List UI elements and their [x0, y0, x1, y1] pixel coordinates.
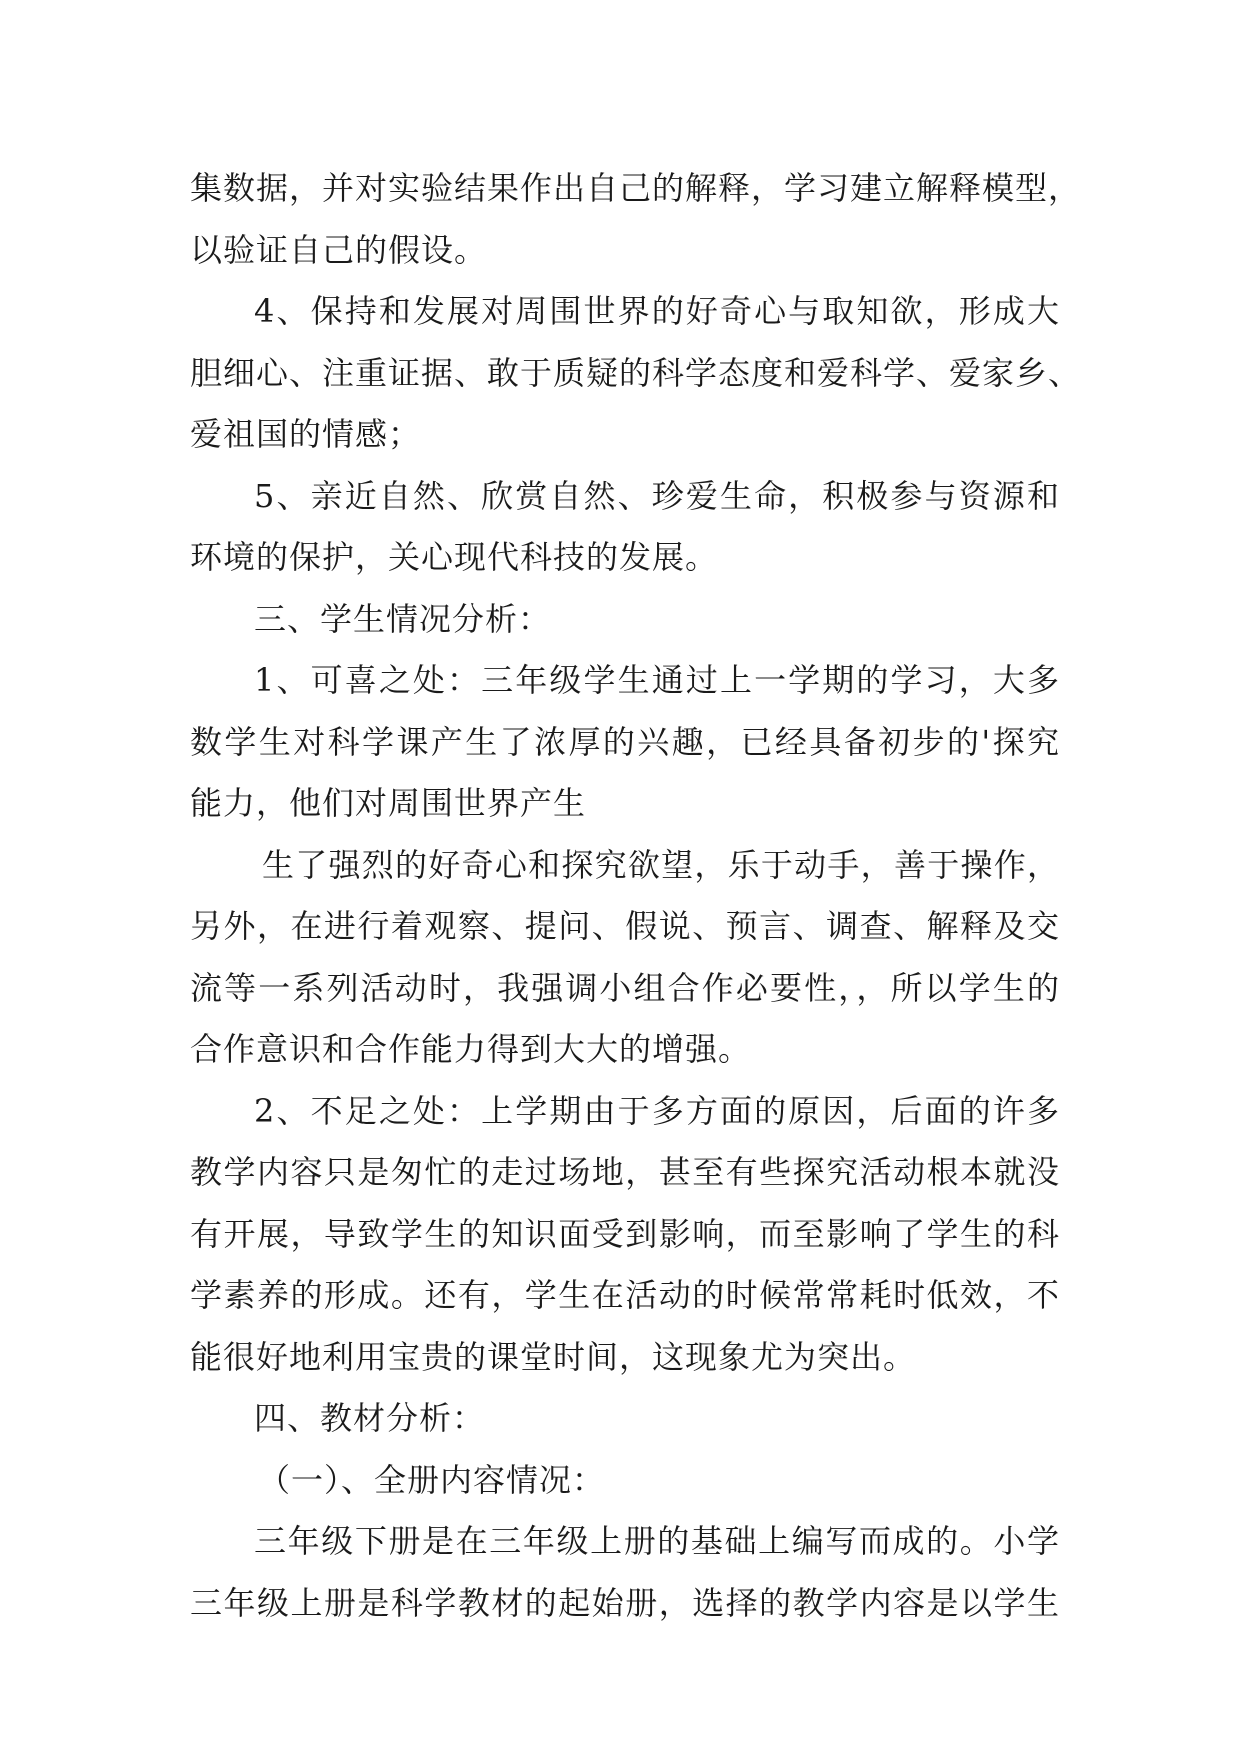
text-line: 三年级下册是在三年级上册的基础上编写而成的。小学 [254, 1522, 1060, 1560]
text-line: 学素养的形成。还有，学生在活动的时候常常耗时低效，不 [190, 1276, 1060, 1314]
text-line: 教学内容只是匆忙的走过场地，甚至有些探究活动根本就没 [190, 1153, 1060, 1191]
text-line: 数学生对科学课产生了浓厚的兴趣，已经具备初步的'探究 [190, 722, 1060, 761]
subsection-heading: （一）、全册内容情况： [258, 1460, 606, 1499]
text-line: 5、亲近自然、欣赏自然、珍爱生命，积极参与资源和 [254, 476, 1060, 515]
text-line: 另外，在进行着观察、提问、假说、预言、调查、解释及交 [190, 907, 1060, 945]
text-line: 环境的保护，关心现代科技的发展。 [190, 538, 719, 576]
document-body [190, 158, 1082, 1634]
text-line: 1、可喜之处：三年级学生通过上一学期的学习，大多 [254, 661, 1060, 699]
text-line: 2、不足之处：上学期由于多方面的原因，后面的许多 [254, 1091, 1060, 1130]
text-line: 集数据，并对实验结果作出自己的解释，学习建立解释模型， [190, 169, 1082, 207]
text-line: 流等一系列活动时，我强调小组合作必要性，，所以学生的 [190, 968, 1060, 1007]
text-line: 以验证自己的假设。 [190, 230, 488, 269]
text-line: 4、保持和发展对周围世界的好奇心与取知欲，形成大 [254, 292, 1060, 330]
text-line: 生了强烈的好奇心和探究欲望，乐于动手，善于操作， [262, 845, 1060, 884]
text-line: 胆细心、注重证据、敢于质疑的科学态度和爱科学、爱家乡、 [190, 353, 1082, 392]
text-line: 有开展，导致学生的知识面受到影响，而至影响了学生的科 [190, 1214, 1060, 1253]
text-line: 三年级上册是科学教材的起始册，选择的教学内容是以学生 [190, 1583, 1060, 1622]
text-line: 能很好地利用宝贵的课堂时间，这现象尤为突出。 [190, 1337, 917, 1376]
section-heading: 三、学生情况分析： [254, 599, 552, 638]
text-line: 合作意识和合作能力得到大大的增强。 [190, 1030, 752, 1068]
text-line: 爱祖国的情感； [190, 415, 422, 453]
section-heading: 四、教材分析： [254, 1399, 486, 1437]
text-line: 能力，他们对周围世界产生 [190, 784, 587, 822]
